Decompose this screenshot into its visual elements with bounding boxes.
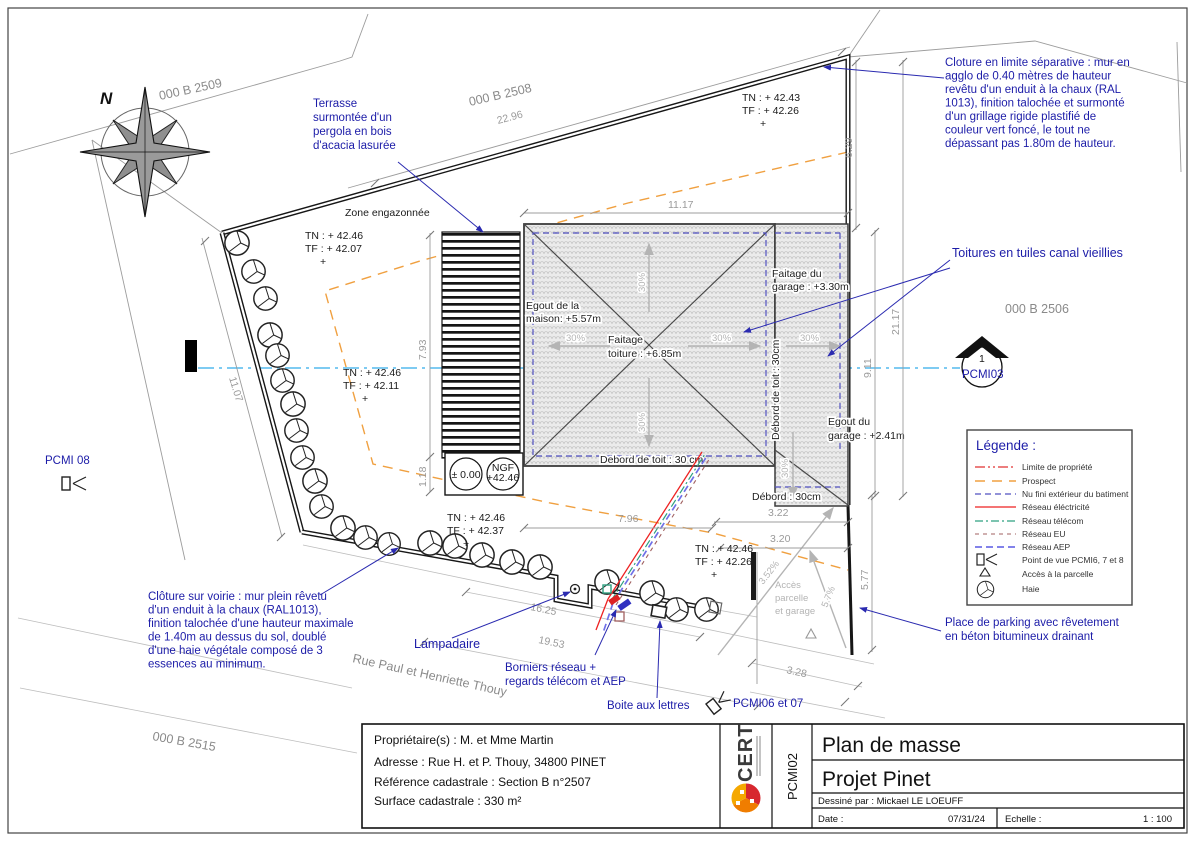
access-slope2: 5.7% [819, 584, 838, 610]
parcel-2515-label: 000 B 2515 [151, 729, 217, 755]
tn-left-plus: + [362, 393, 369, 405]
slope-30-left: 30% [566, 333, 586, 344]
note-separative-5: d'un grillage rigide plastifié de [945, 111, 1097, 123]
legend-item-pointdevue: Point de vue PCMI6, 7 et 8 [1022, 555, 1124, 565]
tb-title: Plan de masse [822, 734, 961, 757]
legend-title: Légende : [976, 438, 1037, 453]
tb-date-value: 07/31/24 [948, 814, 985, 825]
tn-hedge-1: TN : + 42.46 [447, 512, 506, 524]
datum-label: ± 0.00 [451, 469, 481, 481]
pcmi03-marker [955, 336, 1009, 387]
mailbox [651, 605, 667, 618]
north-compass [80, 87, 210, 217]
cert-logo-text: CERT [735, 723, 757, 782]
note-separative-1: Cloture en limite séparative : mur en [945, 57, 1130, 69]
tn-left-2: TF : + 42.11 [343, 380, 400, 392]
egout-maison-1: Egout de la [526, 300, 580, 312]
note-borniers-1: Borniers réseau + [505, 662, 597, 674]
legend-item-haie: Haie [1022, 584, 1040, 594]
legend [967, 430, 1132, 605]
legend-haie-icon [977, 581, 993, 597]
pcmi0607-label: PCMI06 et 07 [733, 698, 804, 710]
dim-5-77: 5.77 [859, 569, 871, 590]
eu-regard [615, 612, 624, 621]
tn-tr-2: TF : + 42.26 [742, 105, 799, 117]
slope-30-up: 30% [637, 272, 648, 292]
access-triangle [806, 629, 816, 638]
tb-project: Projet Pinet [822, 768, 931, 791]
debord-droit-label: Débord de toit : 30cm [770, 339, 782, 440]
faitage-maison-2: toiture : +6.85m [608, 348, 682, 360]
access-label-3: et garage [775, 606, 816, 617]
tn-access-1: TN : + 42.46 [695, 543, 754, 555]
debord-bas-label: Debord de toit : 30 cm [600, 454, 704, 466]
tb-author: Dessiné par : Mickael LE LOEUFF [818, 796, 964, 807]
note-separative-7: dépassant pas 1.80m de hauteur. [945, 138, 1116, 150]
ngf-value: +42.46 [486, 472, 520, 484]
parcel-2509-label: 000 B 2509 [157, 75, 224, 103]
access-label-2: parcelle [775, 593, 809, 604]
dim-6-29: 6.29 [843, 137, 855, 158]
pcmi03-number: 1 [979, 353, 985, 365]
dim-16-25: 16.25 [529, 601, 558, 619]
note-voirie-1: Clôture sur voirie : mur plein rêvetu [148, 591, 327, 603]
note-voirie-6: essences au minimum. [148, 658, 266, 671]
zone-engazonnee-label: Zone engazonnée [345, 207, 430, 219]
section-marker [185, 340, 197, 372]
dim-9-11: 9.11 [862, 358, 874, 378]
note-separative-3: revêtu d'un enduit à la chaux (RAL [945, 84, 1122, 96]
parcel-2506-label: 000 B 2506 [1005, 302, 1069, 316]
legend-item-electricite: Réseau éléctricité [1022, 502, 1090, 512]
pergola-slats [442, 232, 520, 458]
legend-item-nufini: Nu fini extérieur du batiment [1022, 489, 1129, 499]
tb-date-label: Date : [818, 814, 844, 825]
pcmi08-label: PCMI 08 [45, 455, 90, 467]
note-lampadaire: Lampadaire [414, 637, 481, 651]
debord-garage-label: Débord : 30cm [752, 491, 821, 503]
egout-garage-1: Egout du [828, 416, 871, 428]
egout-maison-2: maison: +5.57m [526, 313, 601, 325]
note-voirie-3: finition talochée d'une hauteur maximale [148, 618, 354, 630]
faitage-garage-2: garage : +3.30m [772, 281, 849, 293]
ngf-label: NGF [491, 462, 515, 474]
note-voirie-5: d'une haie végétale composé de 3 [148, 645, 323, 657]
note-parking-1: Place de parking avec rêvetement [945, 617, 1119, 629]
tn-tl-2: TF : + 42.07 [305, 243, 362, 255]
cert-logo-mark [731, 783, 761, 813]
pergola-terrace [442, 232, 523, 495]
tb-scale-value: 1 : 100 [1142, 814, 1172, 825]
note-voirie-4: de 1.40m au dessus du sol, doublé [148, 631, 327, 644]
access-label-1: Accès [775, 580, 801, 591]
slope-30-garage-e: 30% [800, 333, 820, 344]
parcel-2508-label: 000 B 2508 [467, 80, 533, 109]
dim-7-96: 7.96 [618, 513, 639, 525]
faitage-garage-1: Faitage du [772, 268, 822, 280]
pcmi03-label: PCMI03 [962, 369, 1004, 381]
dim-1-18: 1.18 [417, 466, 429, 487]
house-roof [524, 224, 775, 466]
pcmi0607-camera-icon [706, 690, 731, 714]
tn-tl-plus: + [320, 256, 327, 268]
tn-access-2: TF : + 42.26 [695, 556, 752, 568]
dim-22-96: 22.96 [495, 108, 525, 127]
north-letter: N [100, 89, 113, 108]
cert-logo [731, 724, 761, 813]
note-separative-4: 1013), finition talochée et surmonté [945, 97, 1125, 110]
slope-30-garage-s: 30% [780, 458, 791, 478]
dim-3-20: 3.20 [770, 533, 791, 545]
slope-30-right: 30% [712, 333, 732, 344]
tb-address: Adresse : Rue H. et P. Thouy, 34800 PINET [374, 755, 607, 769]
dim-3-22: 3.22 [768, 507, 789, 519]
dim-7-93: 7.93 [417, 339, 429, 360]
legend-item-aep: Réseau AEP [1022, 542, 1071, 552]
tn-tr-1: TN : + 42.43 [742, 92, 801, 104]
legend-item-limite: Limite de propriété [1022, 462, 1093, 472]
tn-left-1: TN : + 42.46 [343, 367, 402, 379]
note-terrasse-4: d'acacia lasurée [313, 140, 396, 152]
note-separative-2: agglo de 0.40 mètres de hauteur [945, 70, 1112, 83]
tn-tl-1: TN : + 42.46 [305, 230, 364, 242]
note-toitures: Toitures en tuiles canal vieillies [952, 246, 1123, 260]
pcmi08-camera-icon [62, 477, 86, 490]
lamppost-dot [574, 588, 577, 591]
title-block [362, 724, 1184, 828]
slope-30-down: 30% [637, 412, 648, 432]
egout-garage-2: garage : +2.41m [828, 430, 905, 442]
legend-item-acces: Accès à la parcelle [1022, 569, 1094, 579]
dim-11-07: 11.07 [226, 375, 246, 404]
note-parking-2: en béton bitumineux drainant [945, 631, 1094, 643]
legend-item-eu: Réseau EU [1022, 529, 1066, 539]
tn-hedge-plus: + [463, 538, 470, 550]
legend-item-telecom: Réseau télécom [1022, 516, 1084, 526]
street-name-label: Rue Paul et Henriette Thouy [351, 651, 509, 700]
dim-11-17: 11.17 [668, 199, 694, 211]
note-boite: Boite aux lettres [607, 700, 690, 712]
note-separative-6: couleur vert foncé, le tout ne [945, 124, 1091, 137]
access-slope1: 3.52% [756, 558, 782, 587]
tn-hedge-2: TF : + 42.37 [447, 525, 504, 537]
note-voirie-2: d'un enduit à la chaux (RAL1013), [148, 604, 322, 617]
tb-owner: Propriétaire(s) : M. et Mme Martin [374, 733, 554, 747]
faitage-maison-1: Faitage [608, 334, 644, 346]
tn-tr-plus: + [760, 118, 767, 130]
aep-bornier [617, 599, 631, 611]
tb-sheet-number: PCMI02 [785, 753, 800, 800]
note-borniers-2: regards télécom et AEP [505, 676, 626, 688]
tb-ref: Référence cadastrale : Section B n°2507 [374, 775, 591, 789]
tn-access-plus: + [711, 569, 718, 581]
dim-21-17: 21.17 [890, 308, 902, 335]
dim-3-28: 3.28 [785, 664, 808, 681]
legend-item-prospect: Prospect [1022, 476, 1056, 486]
note-terrasse-1: Terrasse [313, 98, 358, 110]
tb-surface: Surface cadastrale : 330 m² [374, 794, 522, 808]
note-terrasse-3: pergola en bois [313, 126, 392, 138]
note-terrasse-2: surmontée d'un [313, 112, 392, 124]
tb-scale-label: Echelle : [1005, 814, 1042, 825]
dim-19-53: 19.53 [537, 634, 566, 652]
